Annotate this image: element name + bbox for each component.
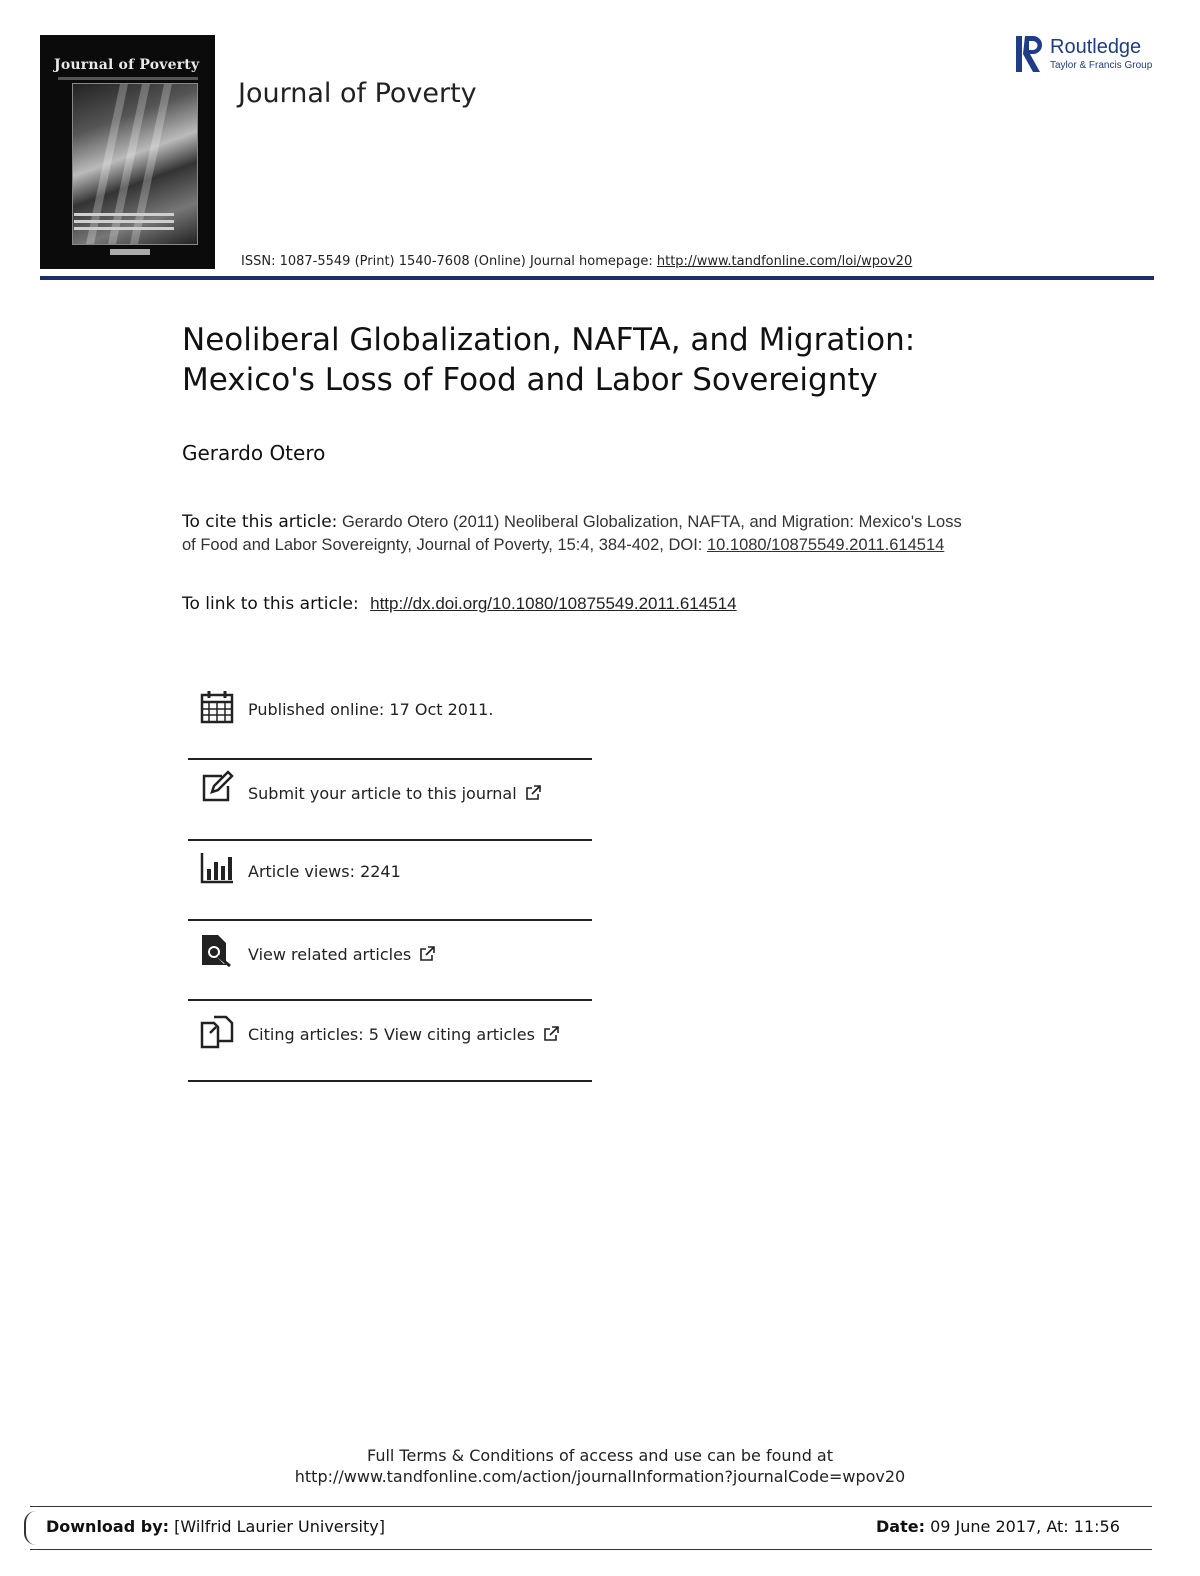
citing-documents-icon xyxy=(200,1015,234,1049)
info-divider xyxy=(188,1080,592,1082)
link-label: To link to this article: xyxy=(182,594,359,614)
cite-doi-link[interactable]: 10.1080/10875549.2011.614514 xyxy=(706,536,945,554)
header-divider xyxy=(40,276,1154,280)
citing-row[interactable] xyxy=(188,1001,592,1081)
published-date: Published online: 17 Oct 2011. xyxy=(248,700,494,719)
date-label: Date: xyxy=(876,1517,925,1536)
download-label: Download by: xyxy=(46,1517,170,1536)
issn-text: ISSN: 1087-5549 (Print) 1540-7608 (Online) Journal homepage: xyxy=(241,254,657,269)
date-value: 09 June 2017, At: 11:56 xyxy=(930,1517,1120,1536)
download-by xyxy=(46,1517,385,1536)
external-link-icon xyxy=(525,785,541,801)
journal-homepage-link[interactable]: http://www.tandfonline.com/loi/wpov20 xyxy=(656,254,913,269)
article-doi-link[interactable]: http://dx.doi.org/10.1080/10875549.2011.614514 xyxy=(370,594,737,613)
publisher-name: Routledge xyxy=(1050,36,1142,58)
edit-icon xyxy=(200,770,234,804)
article-author: Gerardo Otero xyxy=(182,441,326,465)
journal-title: Journal of Poverty xyxy=(238,78,477,109)
article-views: Article views: 2241 xyxy=(248,862,401,881)
submit-row[interactable] xyxy=(188,760,592,840)
cover-title: Journal of Poverty xyxy=(54,57,200,73)
publisher-logo xyxy=(1014,34,1164,74)
published-row xyxy=(188,680,592,760)
article-link-line xyxy=(182,594,737,614)
issn-line xyxy=(241,254,912,269)
publisher-subtitle: Taylor & Francis Group xyxy=(1050,60,1153,71)
terms-text: Full Terms & Conditions of access and use can be found at xyxy=(366,1446,834,1465)
bar-chart-icon xyxy=(200,851,234,885)
routledge-r-icon xyxy=(1014,34,1044,74)
download-date xyxy=(876,1517,1120,1536)
article-title: Neoliberal Globalization, NAFTA, and Migration: Mexico's Loss of Food and Labor Sovereignty xyxy=(182,322,916,398)
journal-cover-image xyxy=(40,35,215,269)
views-row xyxy=(188,841,592,921)
view-related-articles-link[interactable]: View related articles xyxy=(248,945,412,964)
submit-article-link[interactable]: Submit your article to this journal xyxy=(248,784,517,803)
terms-notice xyxy=(0,1445,1200,1487)
cite-label: To cite this article: xyxy=(182,512,338,532)
cite-text: Gerardo Otero (2011) Neoliberal Globalization, NAFTA, and Migration: Mexico's Loss of Food and Labor Sovereignty, Journal of Poverty, 15:4, 384-402, DOI: xyxy=(182,513,962,554)
citation-block xyxy=(182,511,972,557)
download-institution: [Wilfrid Laurier University] xyxy=(174,1517,385,1536)
view-citing-articles-link[interactable]: Citing articles: 5 View citing articles xyxy=(248,1025,535,1044)
related-row[interactable] xyxy=(188,921,592,1001)
external-link-icon xyxy=(419,946,435,962)
external-link-icon xyxy=(543,1026,559,1042)
terms-link[interactable]: http://www.tandfonline.com/action/journalInformation?journalCode=wpov20 xyxy=(294,1467,906,1486)
search-document-icon xyxy=(200,933,234,967)
calendar-icon xyxy=(200,690,234,724)
